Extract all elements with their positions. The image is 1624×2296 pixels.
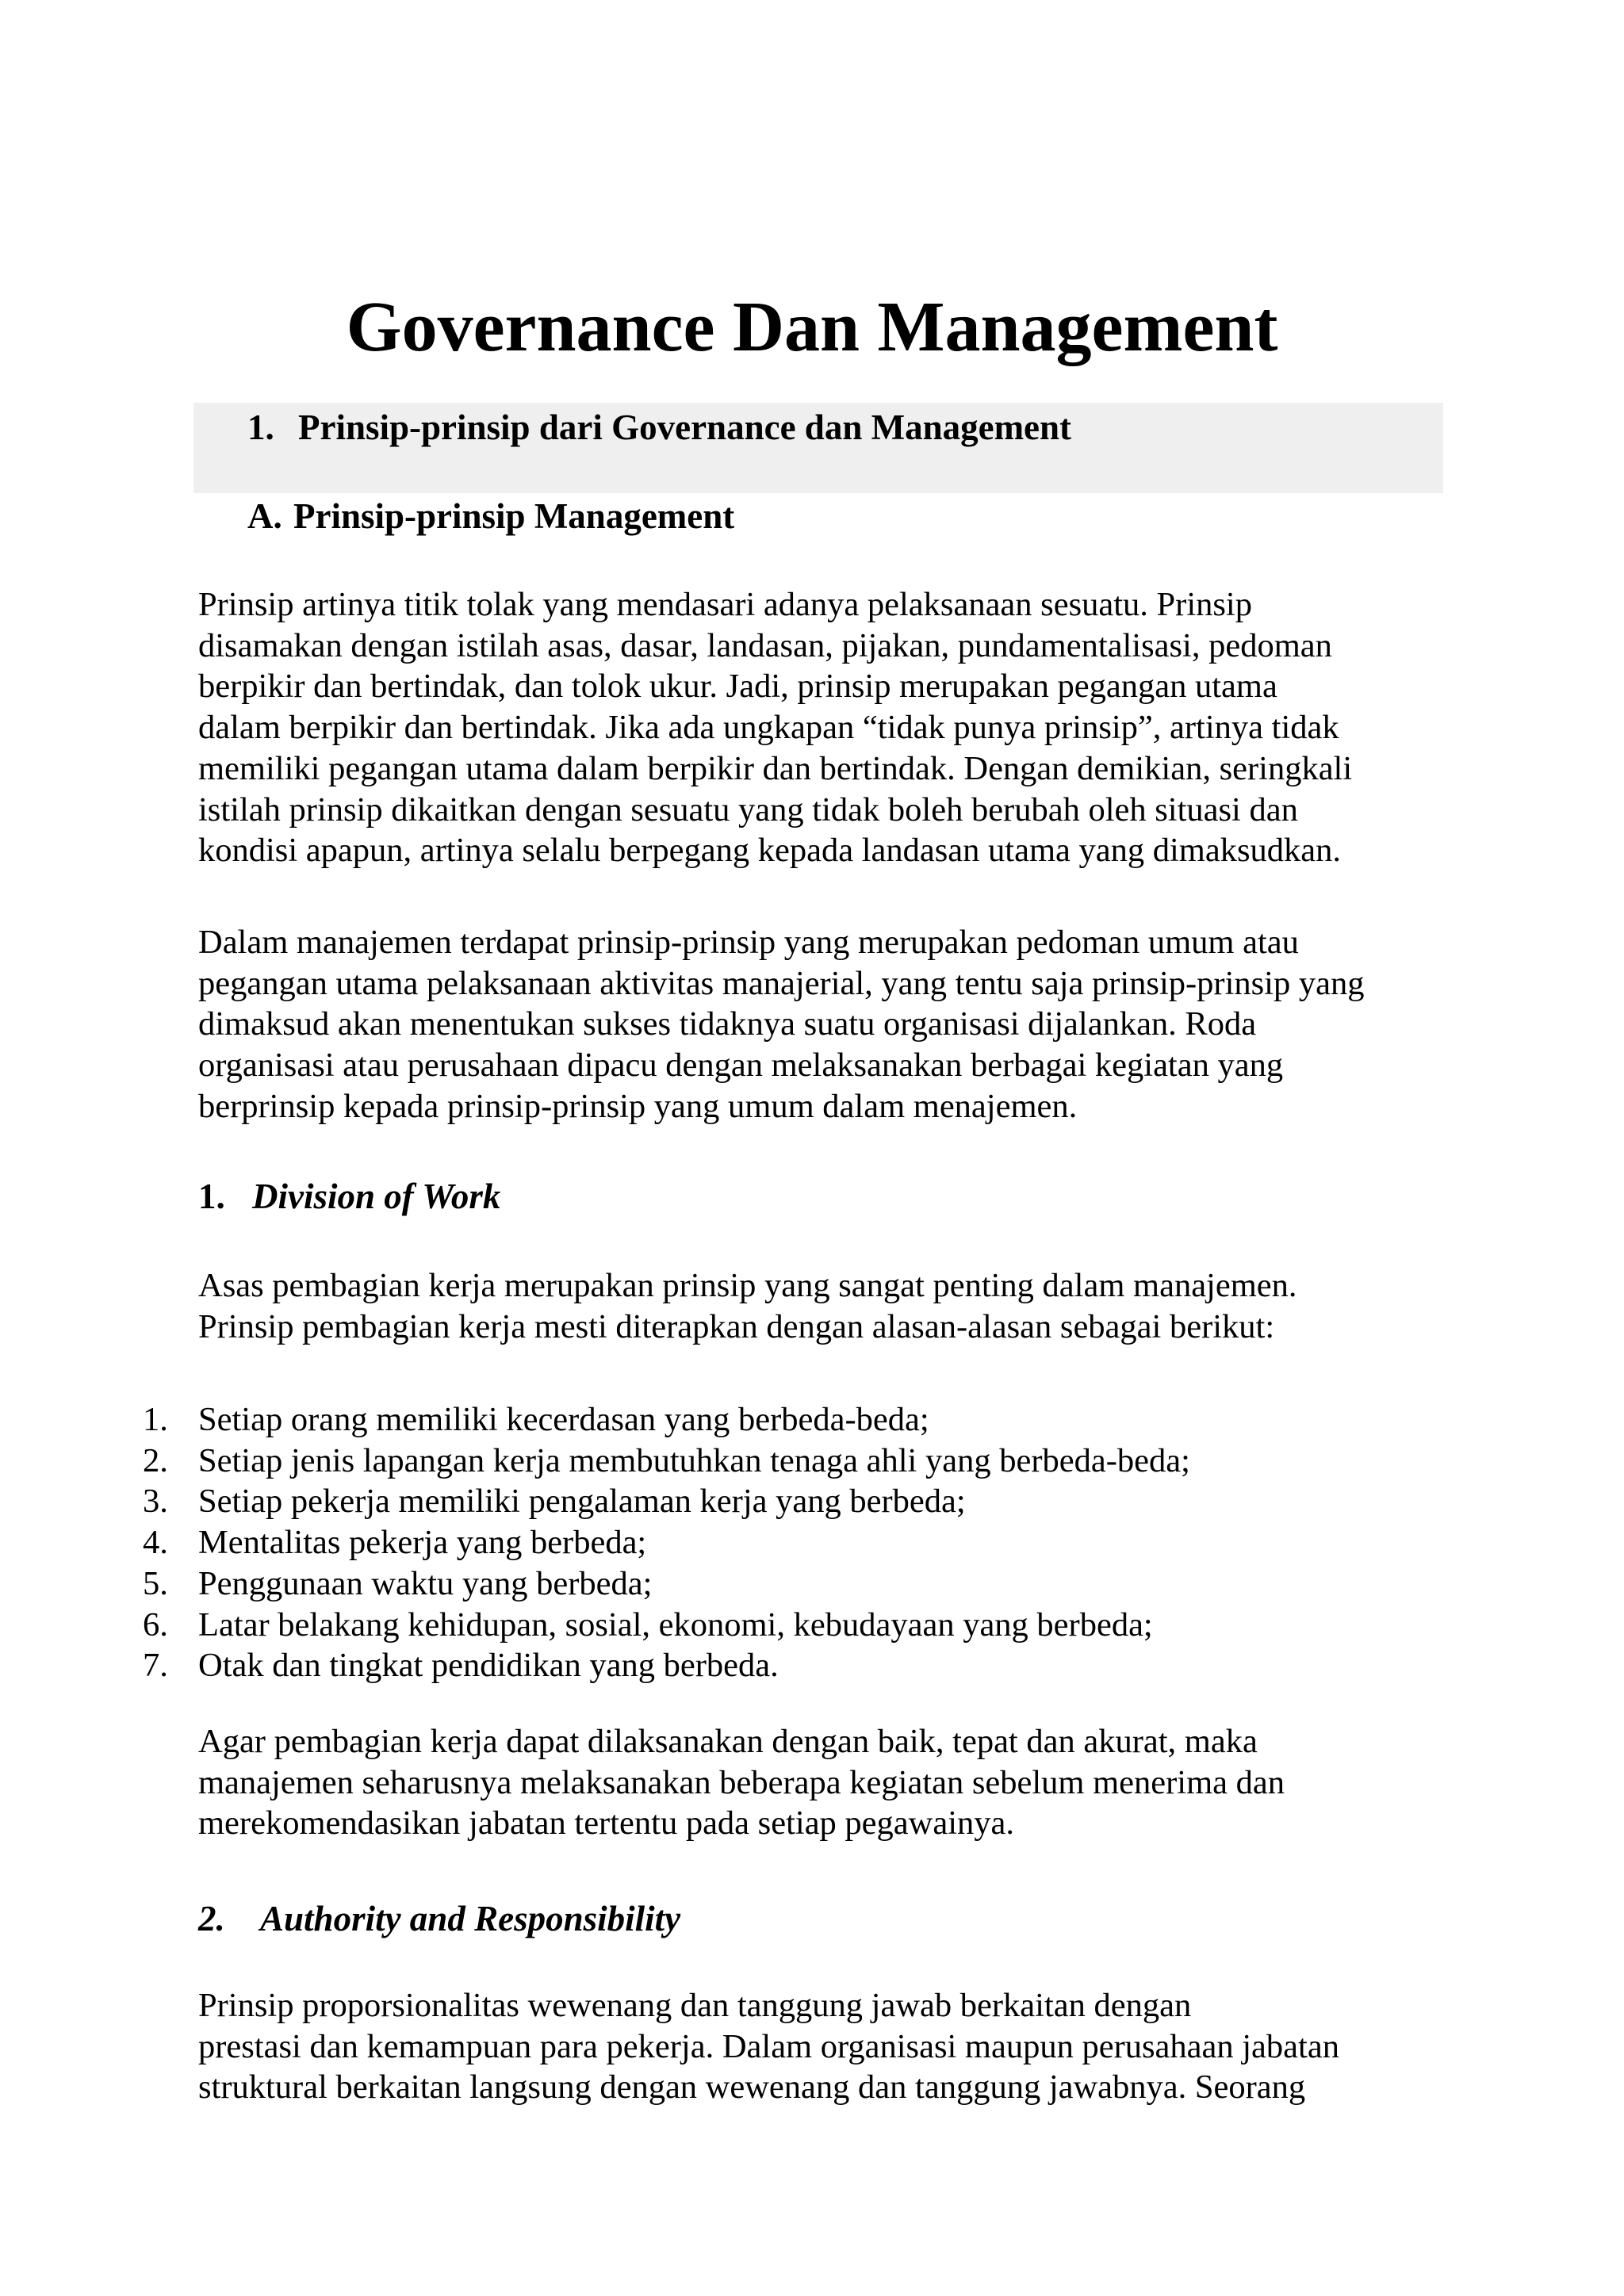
- list-item: [143, 1605, 1491, 1646]
- paragraph-agar-pembagian: Agar pembagian kerja dapat dilaksanakan dengan baik, tepat dan akurat, maka manajemen seharusnya melaksanakan beberapa kegiatan sebelum menerima dan merekomendasikan jabatan tertentu pada setiap pegawainya.: [198, 1723, 1285, 1843]
- list-item-number: 5.: [143, 1564, 168, 1602]
- principle-heading-division-of-work: [198, 1174, 500, 1219]
- subsection-heading: [247, 494, 734, 538]
- section-number: 1.: [247, 408, 274, 447]
- list-item: [143, 1645, 1491, 1686]
- list-item-text: Setiap pekerja memiliki pengalaman kerja yang berbeda;: [198, 1483, 966, 1521]
- list-item-number: 6.: [143, 1605, 168, 1644]
- list-item: [143, 1522, 1491, 1563]
- paragraph-asas-pembagian: Asas pembagian kerja merupakan prinsip yang sangat penting dalam manajemen. Prinsip pembagian kerja mesti diterapkan dengan alasan-alasan sebagai berikut:: [198, 1267, 1297, 1345]
- list-item-text: Otak dan tingkat pendidikan yang berbeda.: [198, 1647, 779, 1685]
- list-item-text: Setiap jenis lapangan kerja membutuhkan tenaga ahli yang berbeda-beda;: [198, 1441, 1190, 1479]
- principle-label: Division of Work: [252, 1177, 501, 1216]
- principle-number: 2.: [198, 1899, 225, 1938]
- list-item-number: 7.: [143, 1647, 168, 1685]
- list-item-text: Setiap orang memiliki kecerdasan yang berbeda-beda;: [198, 1401, 929, 1438]
- list-item-number: 4.: [143, 1524, 168, 1562]
- list-item-text: Latar belakang kehidupan, sosial, ekonomi, kebudayaan yang berbeda;: [198, 1605, 1153, 1644]
- principle-heading-authority: [198, 1896, 680, 1941]
- reasons-list: [143, 1399, 1491, 1686]
- list-item: [143, 1441, 1491, 1482]
- paragraph-proporsionalitas: Prinsip proporsionalitas wewenang dan tanggung jawab berkaitan dengan prestasi dan kemampuan para pekerja. Dalam organisasi maupun perusahaan jabatan struktural berkaitan langsung dengan wewenang dan tanggung jawabnya. Seorang: [198, 1987, 1339, 2107]
- subsection-label: Prinsip-prinsip Management: [293, 496, 735, 536]
- principle-number: 1.: [198, 1177, 225, 1216]
- principle-label: Authority and Responsibility: [260, 1899, 681, 1938]
- list-item-number: 2.: [143, 1441, 168, 1479]
- list-item-number: 3.: [143, 1483, 168, 1521]
- section-heading: [247, 405, 1071, 450]
- page-title: Governance Dan Management: [346, 288, 1278, 366]
- subsection-number: A.: [247, 496, 282, 536]
- list-item: [143, 1399, 1491, 1441]
- section-label: Prinsip-prinsip dari Governance dan Management: [298, 408, 1072, 447]
- paragraph-manajemen: Dalam manajemen terdapat prinsip-prinsip yang merupakan pedoman umum atau pegangan utama pelaksanaan aktivitas manajerial, yang tentu saja prinsip-prinsip yang dimaksud akan menentukan sukses tidaknya suatu organisasi dijalankan. Roda organisasi atau perusahaan dipacu dengan melaksanakan berbagai kegiatan yang berprinsip kepada prinsip-prinsip yang umum dalam menajemen.: [198, 924, 1365, 1125]
- list-item-text: Penggunaan waktu yang berbeda;: [198, 1564, 653, 1602]
- list-item: [143, 1563, 1491, 1605]
- list-item-text: Mentalitas pekerja yang berbeda;: [198, 1524, 647, 1562]
- list-item: [143, 1481, 1491, 1522]
- paragraph-prinsip-definition: Prinsip artinya titik tolak yang mendasari adanya pelaksanaan sesuatu. Prinsip disamakan dengan istilah asas, dasar, landasan, pijakan, pundamentalisasi, pedoman berpikir dan bertindak, dan tolok ukur. Jadi, prinsip merupakan pegangan utama dalam berpikir dan bertindak. Jika ada ungkapan “tidak punya prinsip”, artinya tidak memiliki pegangan utama dalam berpikir dan bertindak. Dengan demikian, seringkali istilah prinsip dikaitkan dengan sesuatu yang tidak boleh berubah oleh situasi dan kondisi apapun, artinya selalu berpegang kepada landasan utama yang dimaksudkan.: [198, 586, 1353, 870]
- list-item-number: 1.: [143, 1401, 168, 1438]
